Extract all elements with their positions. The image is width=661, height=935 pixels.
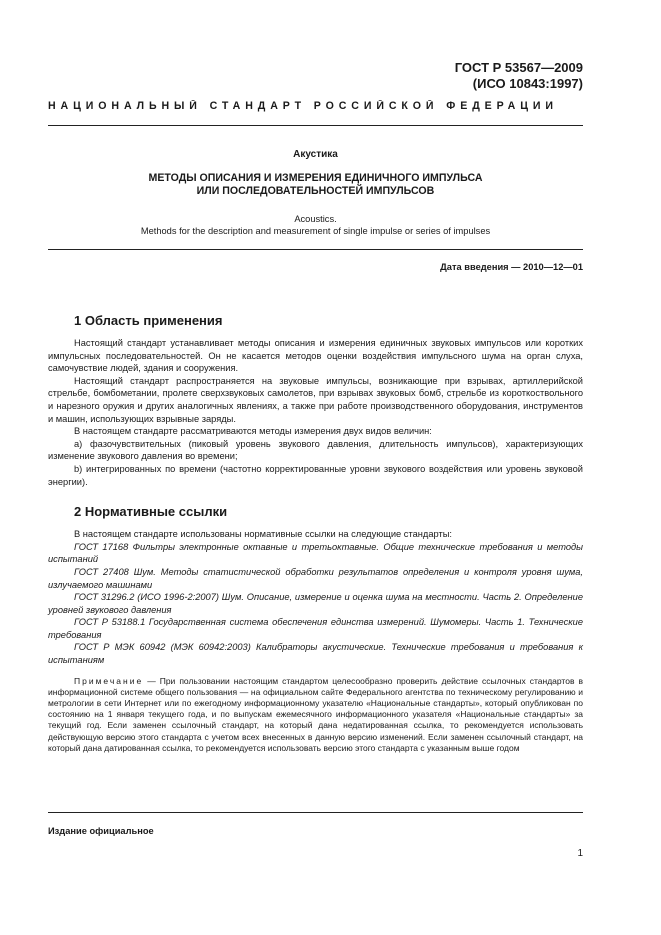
section-1-heading: 1 Область применения xyxy=(74,313,223,328)
section-1-paragraph: Настоящий стандарт распространяется на звуковые импульсы, возникающие при взрывах, артиллерийской стрельбе, бомбометании, пролете сверхзвуковых самолетов, при взрывах звуковых бомб, стрельбе из короткоствольного и нарезного оружия и других аналогичных явлениях, а также при работе производственного оборудования, инструментов и машин, использующих взрывные заряды. xyxy=(48,375,583,424)
note-paragraph xyxy=(48,676,583,754)
national-standard-caption: НАЦИОНАЛЬНЫЙ СТАНДАРТ РОССИЙСКОЙ ФЕДЕРАЦИИ xyxy=(48,100,558,112)
iso-number: (ИСО 10843:1997) xyxy=(472,76,583,91)
note-text: — При пользовании настоящим стандартом целесообразно проверить действие ссылочных стандартов в информационной системе общего пользования — на официальном сайте Федерального агентства по техническому регулированию и метрологии в сети Интернет или по ежегодному информационному указателю «Национальные стандарты», который опубликован по состоянию на 1 января текущего года, и по выпускам ежемесячного информационного указателя «Национальные стандарты» за текущий год. Если заменен ссылочный стандарт, на который дана недатированная ссылка, то рекомендуется использовать действующую версию этого стандарта с учетом всех внесенных в данную версию изменений. Если заменен ссылочный стандарт, на который дана датированная ссылка, то рекомендуется использовать версию этого стандарта с указанным выше годом xyxy=(48,675,583,753)
header-divider xyxy=(48,125,583,126)
normative-reference: ГОСТ 17168 Фильтры электронные октавные и третьоктавные. Общие технические требования и методы испытаний xyxy=(48,541,583,565)
introduction-date: Дата введения — 2010—12—01 xyxy=(440,262,583,272)
official-edition-label: Издание официальное xyxy=(48,826,154,836)
section-1-paragraph: В настоящем стандарте рассматриваются методы измерения двух видов величин: xyxy=(74,426,432,437)
document-body xyxy=(48,313,583,754)
section-1-paragraph: а) фазочувствительных (пиковый уровень звукового давления, длительность импульсов), характеризующих изменение звукового давления во времени; xyxy=(48,438,583,462)
subject-title: Акустика xyxy=(293,149,338,160)
english-title xyxy=(48,213,583,237)
title-line-2: ИЛИ ПОСЛЕДОВАТЕЛЬНОСТЕЙ ИМПУЛЬСОВ xyxy=(196,185,435,197)
normative-reference: ГОСТ 31296.2 (ИСО 1996-2:2007) Шум. Описание, измерение и оценка шума на местности. Часть 2. Определение уровней звукового давления xyxy=(48,592,583,615)
standard-designation xyxy=(455,60,583,92)
english-title-line-1: Acoustics. xyxy=(294,214,337,224)
note-label: Примечание xyxy=(74,675,144,686)
title-line-1: МЕТОДЫ ОПИСАНИЯ И ИЗМЕРЕНИЯ ЕДИНИЧНОГО ИМПУЛЬСА xyxy=(148,172,483,184)
normative-reference: ГОСТ 27408 Шум. Методы статистической обработки результатов определения и контроля уровня шума, излучаемого машинами xyxy=(48,566,583,590)
section-1-paragraph: Настоящий стандарт устанавливает методы описания и измерения единичных звуковых импульсов или коротких импульсных последовательностей. Он не касается методов оценки воздействия импульсного шума на орган слуха, самочувствие людей, здания и сооружения. xyxy=(48,338,583,374)
normative-reference: ГОСТ Р 53188.1 Государственная система обеспечения единства измерений. Шумомеры. Часть 1. Технические требования xyxy=(48,617,583,640)
title-divider xyxy=(48,249,583,250)
gost-number: ГОСТ Р 53567—2009 xyxy=(454,60,583,75)
footer-divider xyxy=(48,812,583,813)
document-title xyxy=(48,172,583,198)
english-title-line-2: Methods for the description and measurement of single impulse or series of impulses xyxy=(140,226,491,236)
section-2-paragraph: В настоящем стандарте использованы нормативные ссылки на следующие стандарты: xyxy=(74,529,453,540)
section-2-heading: 2 Нормативные ссылки xyxy=(74,504,228,520)
normative-reference: ГОСТ Р МЭК 60942 (МЭК 60942:2003) Калибраторы акустические. Технические требования и требования к испытаниям xyxy=(48,642,583,666)
section-1-paragraph: b) интегрированных по времени (частотно корректированные уровни звукового воздействия или уровень звуковой энергии). xyxy=(48,463,583,487)
page-number: 1 xyxy=(577,848,583,859)
